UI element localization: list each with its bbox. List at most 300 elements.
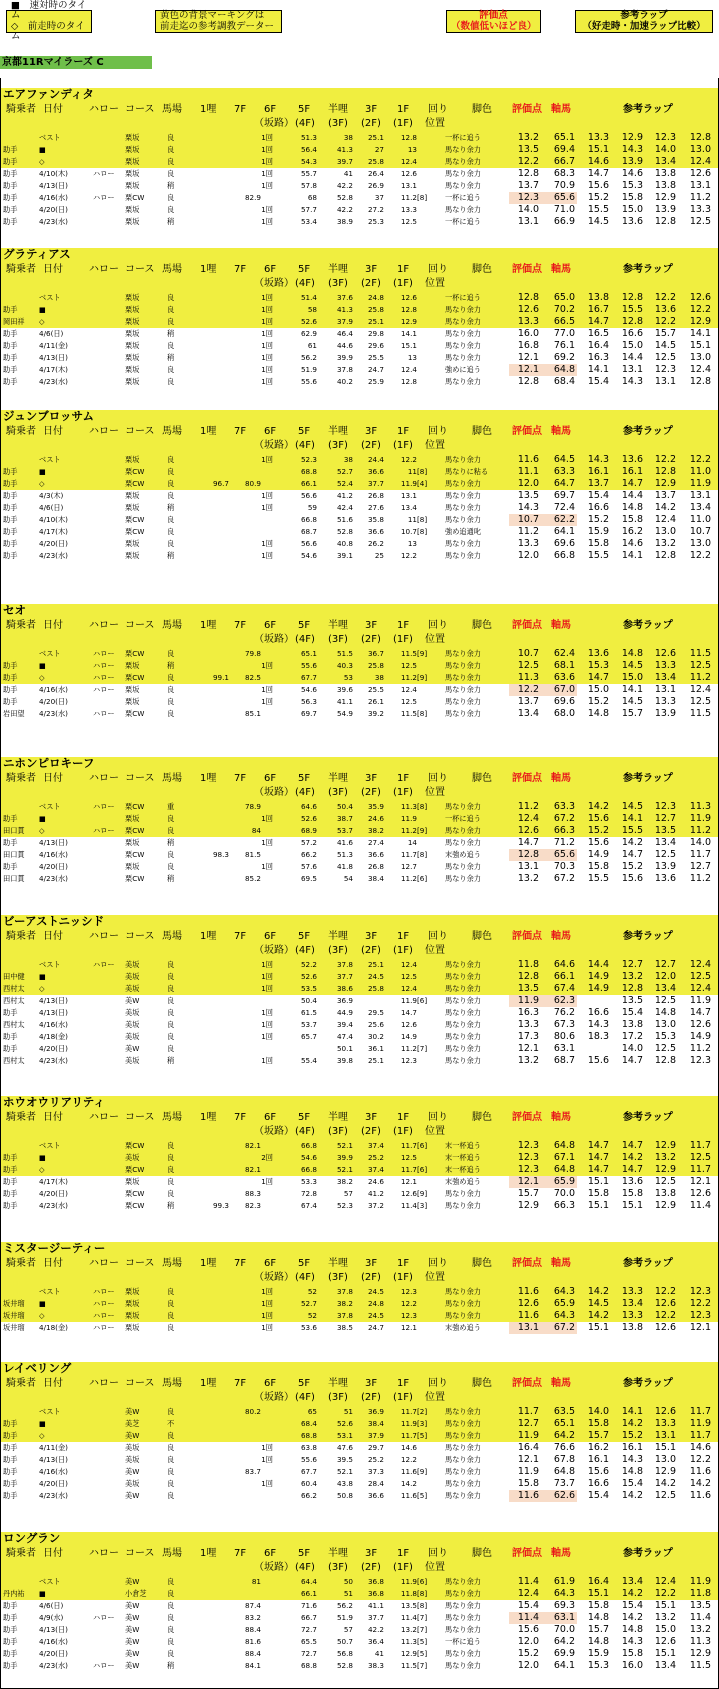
cell-l4: 13.2 [689,1624,711,1635]
cell-j: 助手 [3,1153,18,1162]
cell-l3: 13.4 [654,156,676,167]
cell-j: 助手 [3,1625,18,1634]
cell-hm: 39.9 [336,353,353,362]
subheader-sub-pos: 位置 [425,1272,445,1283]
cell-ax: 65.9 [553,1176,575,1187]
table-row [1,478,718,490]
header-f5: 5F [298,620,311,631]
cell-f3: 35.8 [367,515,384,524]
cell-l3: 12.3 [654,132,676,143]
cell-f5: 52.6 [300,814,317,823]
cell-f3: 37.7 [367,479,384,488]
cell-l1: 14.7 [587,1140,609,1151]
horse-name: セオ [3,603,26,617]
cell-c: 栗坂 [125,551,140,560]
header-f1: 1F [397,773,410,784]
cell-ax: 64.3 [553,1286,575,1297]
cell-leg: 馬なり余力 [445,1311,481,1320]
cell-d: 4/23(水) [39,1056,68,1065]
cell-t: 良 [167,365,175,374]
cell-sc: 12.1 [517,1176,539,1187]
cell-leg: 馬なり余力 [445,341,481,350]
cell-l3: 13.3 [654,660,676,671]
cell-f7: 80.2 [244,1407,261,1416]
table-row [1,1430,718,1442]
cell-hm: 39.5 [336,1455,353,1464]
cell-l1: 14.7 [587,1164,609,1175]
cell-ax: 63.5 [553,1406,575,1417]
cell-d: 4/10(木) [39,169,68,178]
cell-l2: 12.8 [621,316,643,327]
cell-hm: 57 [343,1189,353,1198]
cell-hm: 38 [343,455,353,464]
cell-sc: 13.7 [517,180,539,191]
cell-ax: 73.7 [553,1478,575,1489]
cell-d: 4/17(木) [39,527,68,536]
header-course: コース [125,264,155,275]
cell-hm: 44.9 [336,1008,353,1017]
header-course: コース [125,1548,155,1559]
header-course: コース [125,620,155,631]
cell-l2: 14.5 [621,801,643,812]
cell-f5: 54.6 [300,1153,317,1162]
cell-hm: 38.2 [336,1177,353,1186]
cell-f3: 36.4 [367,1637,384,1646]
cell-f6: 1回 [261,157,273,166]
cell-f3: 24.7 [367,1323,384,1332]
horse-name: ビーアストニッシド [3,914,105,928]
subheader-sub-4f: (4F) [295,118,315,129]
cell-l1: 15.5 [587,550,609,561]
cell-hm: 36.9 [336,996,353,1005]
cell-c: 栗坂 [125,365,140,374]
header-lap-count: 回り [428,1258,448,1269]
cell-hm: 38.6 [336,984,353,993]
cell-f6: 1回 [261,960,273,969]
cell-l4: 12.3 [689,1286,711,1297]
cell-ax: 67.0 [553,684,575,695]
subheader-sub-pos: 位置 [425,1126,445,1137]
table-row [1,1152,718,1164]
cell-l3: 13.2 [654,1152,676,1163]
cell-leg: 馬なり余力 [445,838,481,847]
table-row [1,1298,718,1310]
cell-l4: 12.2 [689,454,711,465]
cell-f5: 62.9 [300,329,317,338]
cell-j: 田口貫 [3,826,25,835]
header-lap-count: 回り [428,1112,448,1123]
cell-sc: 12.1 [517,364,539,375]
cell-hm: 53 [343,673,353,682]
header-f1mile: 1哩 [200,264,217,275]
cell-l2: 13.5 [621,995,643,1006]
cell-j: 助手 [3,1601,18,1610]
cell-hm: 43.8 [336,1479,353,1488]
subheader-sub-2f: (2F) [361,1562,381,1573]
cell-sc: 11.6 [517,1490,539,1501]
cell-f6: 1回 [261,1032,273,1041]
cell-sc: 13.3 [517,316,539,327]
cell-f3: 38.4 [367,1419,384,1428]
cell-leg: 馬なり余力 [445,353,481,362]
cell-d: 4/17(木) [39,1177,68,1186]
cell-d: 4/3(木) [39,491,64,500]
header-f1mile: 1哩 [200,773,217,784]
horse-name: ミスタージーティー [3,1241,106,1255]
header-f1mile: 1哩 [200,1378,217,1389]
cell-f1: 13 [407,145,417,154]
cell-leg: 馬なり余力 [445,145,481,154]
cell-sc: 12.6 [517,825,539,836]
header-f1: 1F [397,104,410,115]
cell-j: 助手 [3,1661,18,1670]
cell-j: 助手 [3,503,18,512]
cell-l1: 15.9 [587,1648,609,1659]
cell-l1: 18.3 [587,1031,609,1042]
cell-j: 助手 [3,377,18,386]
cell-ax: 76.1 [553,340,575,351]
cell-l3: 12.2 [654,454,676,465]
cell-hm: 41.1 [336,697,353,706]
table-row [1,1322,718,1334]
cell-sc: 12.1 [517,1454,539,1465]
cell-f7: 87.4 [244,1601,261,1610]
header-hallo: ハロー [89,773,119,784]
cell-leg: 馬なり余力 [445,479,481,488]
cell-t: 良 [167,193,175,202]
cell-d: 4/6(日) [39,1601,64,1610]
cell-f5: 65 [307,1407,317,1416]
header-f6: 6F [264,426,277,437]
cell-leg: 馬なり余力 [445,697,481,706]
cell-d: 4/20(日) [39,539,68,548]
header-course: コース [125,426,155,437]
cell-f1: 14.2 [400,1479,417,1488]
cell-l3: 13.4 [654,983,676,994]
cell-l1: 15.8 [587,1600,609,1611]
cell-hm: 39.6 [336,685,353,694]
cell-f1: 11.5 [400,649,417,658]
cell-j: 坂井瑠 [3,1299,25,1308]
cell-f6: 1回 [261,169,273,178]
subheader-sub-4f: (4F) [295,1272,315,1283]
cell-l1: 14.7 [587,1152,609,1163]
cell-j: 助手 [3,685,18,694]
cell-f5: 67.4 [300,1201,317,1210]
cell-f6: 1回 [261,317,273,326]
header-track: 馬場 [162,104,182,115]
table-row [1,1454,718,1466]
cell-f3: 27.4 [367,838,384,847]
header-score: 評価点 [512,426,542,437]
cell-l1: 15.1 [587,144,609,155]
horse-name: ロングラン [3,1531,61,1545]
cell-hm: 38.9 [336,217,353,226]
cell-ax: 61.9 [553,1576,575,1587]
cell-f1: 12.7 [400,862,417,871]
cell-f1: 11.5 [400,709,417,718]
cell-l4: 12.4 [689,959,711,970]
cell-lp: [8] [417,802,428,811]
cell-d: 4/23(水) [39,1661,68,1670]
cell-t: 良 [167,1044,175,1053]
subheader-sub-pos: 位置 [425,634,445,645]
cell-leg: 馬なり余力 [445,1467,481,1476]
cell-sc: 11.2 [517,526,539,537]
cell-f5: 57.8 [300,181,317,190]
cell-l4: 14.9 [689,1031,711,1042]
cell-c: 栗坂 [125,1323,140,1332]
cell-l1: 14.8 [587,1612,609,1623]
cell-f5: 52.2 [300,960,317,969]
cell-d: ■ [39,972,46,981]
cell-c: 栗坂 [125,1299,140,1308]
cell-f3: 24.5 [367,1287,384,1296]
header-course: コース [125,1112,155,1123]
cell-f3: 25.2 [367,1455,384,1464]
cell-leg: 強めに追う [445,365,481,374]
cell-hm: 50.8 [336,1491,353,1500]
cell-hm: 38.5 [336,1323,353,1332]
horse-block [1,1096,718,1212]
cell-ax: 62.3 [553,995,575,1006]
cell-f1: 12.4 [400,685,417,694]
legend-yellow-line2: 前走迄の参考調教データー [160,20,275,32]
cell-sc: 13.4 [517,708,539,719]
cell-l4: 11.2 [689,1043,711,1054]
cell-c: 栗坂 [125,293,140,302]
cell-h: ハロー [93,649,115,658]
cell-f3: 25.8 [367,661,384,670]
cell-l3: 12.9 [654,192,676,203]
cell-sc: 13.5 [517,490,539,501]
cell-leg: 馬なり余力 [445,1491,481,1500]
cell-leg: 馬なり余力 [445,874,481,883]
cell-l2: 15.7 [621,708,643,719]
cell-leg: 馬なり余力 [445,1287,481,1296]
cell-d: 4/16(水) [39,1020,68,1029]
cell-l1: 14.9 [587,849,609,860]
header-row [1,1377,718,1391]
cell-d: 4/20(日) [39,862,68,871]
cell-j: 助手 [3,1491,18,1500]
cell-l3: 13.2 [654,538,676,549]
cell-leg: 馬なり余力 [445,649,481,658]
cell-f1: 12.5 [400,972,417,981]
subheader-sub-3f: (3F) [328,1562,348,1573]
cell-hm: 39.8 [336,1056,353,1065]
cell-c: 美坂 [125,1479,140,1488]
cell-d: ◇ [39,157,45,166]
cell-f6: 1回 [261,685,273,694]
cell-c: 栗CW [125,193,145,202]
cell-sc: 14.0 [517,204,539,215]
table-row [1,959,718,971]
cell-leg: 馬なり余力 [445,1479,481,1488]
cell-l4: 11.2 [689,825,711,836]
cell-c: 美坂 [125,1008,140,1017]
subheader-sub-slope: （坂路） [254,945,294,956]
cell-l1: 16.5 [587,328,609,339]
cell-f1: 11.2 [400,1044,417,1053]
cell-f6: 1回 [261,1443,273,1452]
cell-leg: 末一杯追う [445,1153,481,1162]
header-leg: 脚色 [472,773,492,784]
cell-leg: 馬なり余力 [445,1044,481,1053]
table-row [1,1624,718,1636]
cell-leg: 馬なり余力 [445,1577,481,1586]
cell-f5: 65.1 [300,649,317,658]
cell-l3: 13.1 [654,1430,676,1441]
header-axis: 軸馬 [551,620,571,631]
header-lap-count: 回り [428,1378,448,1389]
cell-j: 助手 [3,145,18,154]
table-row [1,1588,718,1600]
cell-leg: 馬なり余力 [445,1419,481,1428]
cell-f3: 37.2 [367,1201,384,1210]
cell-lp: [9] [417,649,428,658]
cell-f3: 26.8 [367,491,384,500]
cell-f3: 25.5 [367,685,384,694]
cell-l2: 14.0 [621,1043,643,1054]
header-track: 馬場 [162,620,182,631]
cell-c: 美坂 [125,984,140,993]
table-row [1,825,718,837]
cell-l2: 13.6 [621,454,643,465]
cell-sc: 12.0 [517,1660,539,1671]
cell-t: 良 [167,826,175,835]
table-row [1,1286,718,1298]
cell-leg: 馬なり余力 [445,1649,481,1658]
cell-l2: 14.2 [621,1588,643,1599]
cell-sc: 12.2 [517,156,539,167]
cell-f5: 68.8 [300,1431,317,1440]
cell-l4: 11.0 [689,466,711,477]
cell-d: ベスト [39,133,61,142]
cell-h: ハロー [93,1613,115,1622]
legend-lap-line2: （好走時・加速ラップ比較） [582,20,706,32]
cell-f5: 53.4 [300,217,317,226]
header-f1: 1F [397,264,410,275]
cell-f1: 10.7 [400,527,417,536]
header-f3: 3F [365,620,378,631]
cell-l2: 15.4 [621,1007,643,1018]
cell-t: 良 [167,169,175,178]
cell-j: 助手 [3,1467,18,1476]
cell-hm: 41.2 [336,491,353,500]
cell-l1: 15.5 [587,873,609,884]
cell-ax: 77.0 [553,328,575,339]
cell-ax: 64.7 [553,478,575,489]
subheader-sub-3f: (3F) [328,118,348,129]
cell-lp: [3] [417,1419,428,1428]
table-row [1,340,718,352]
cell-m: 99.1 [212,673,229,682]
cell-f3: 39.2 [367,709,384,718]
cell-sc: 12.3 [517,1140,539,1151]
table-row [1,684,718,696]
cell-t: 良 [167,972,175,981]
header-f5: 5F [298,1378,311,1389]
cell-f5: 54.6 [300,551,317,560]
cell-l3: 12.2 [654,1286,676,1297]
header-jockey: 騎乗者 [6,1112,36,1123]
cell-sc: 10.7 [517,648,539,659]
header-track: 馬場 [162,1258,182,1269]
table-row [1,1176,718,1188]
table-row [1,648,718,660]
header-score: 評価点 [512,1548,542,1559]
cell-f5: 66.8 [300,515,317,524]
cell-l4: 12.4 [689,364,711,375]
cell-sc: 11.8 [517,959,539,970]
cell-hm: 52.8 [336,193,353,202]
cell-t: 良 [167,1323,175,1332]
cell-j: 助手 [3,1008,18,1017]
cell-f7: 79.8 [244,649,261,658]
table-row [1,316,718,328]
table-row [1,1140,718,1152]
cell-j: 助手 [3,1177,18,1186]
cell-l2: 15.3 [621,180,643,191]
cell-f3: 24.8 [367,293,384,302]
cell-f1: 12.9 [400,317,417,326]
cell-j: 助手 [3,205,18,214]
cell-c: 栗CW [125,1165,145,1174]
header-jockey: 騎乗者 [6,1378,36,1389]
subheader-row [1,633,718,647]
cell-l4: 11.2 [689,192,711,203]
cell-l2: 15.0 [621,204,643,215]
table-row [1,364,718,376]
cell-f3: 24.6 [367,814,384,823]
cell-f5: 51.3 [300,133,317,142]
cell-f6: 1回 [261,305,273,314]
cell-f3: 26.8 [367,862,384,871]
cell-l3: 12.9 [654,1466,676,1477]
header-score: 評価点 [512,104,542,115]
cell-lp: [8] [417,850,428,859]
cell-d: ■ [39,1153,46,1162]
cell-l3: 12.5 [654,1176,676,1187]
cell-l3: 13.0 [654,1019,676,1030]
cell-c: 栗坂 [125,814,140,823]
cell-f5: 52 [307,1287,317,1296]
cell-f5: 66.1 [300,479,317,488]
cell-f1: 11.6 [400,1467,417,1476]
cell-ax: 68.7 [553,1055,575,1066]
cell-lp: [8] [417,1589,428,1598]
subheader-sub-1f: (1F) [393,1272,413,1283]
cell-f3: 27.6 [367,503,384,512]
header-f6: 6F [264,1548,277,1559]
header-track: 馬場 [162,1378,182,1389]
cell-sc: 12.9 [517,1200,539,1211]
cell-l4: 13.4 [689,502,711,513]
cell-l4: 11.6 [689,1490,711,1501]
cell-hm: 37.6 [336,293,353,302]
header-jockey: 騎乗者 [6,104,36,115]
table-row [1,1600,718,1612]
cell-lp: [8] [417,193,428,202]
cell-ax: 62.2 [553,514,575,525]
header-ref-lap: 参考ラップ [623,773,673,784]
cell-sc: 13.3 [517,1019,539,1030]
cell-leg: 末一杯追う [445,1165,481,1174]
cell-l3: 12.5 [654,1490,676,1501]
cell-lp: [5] [417,1637,428,1646]
cell-t: 良 [167,205,175,214]
